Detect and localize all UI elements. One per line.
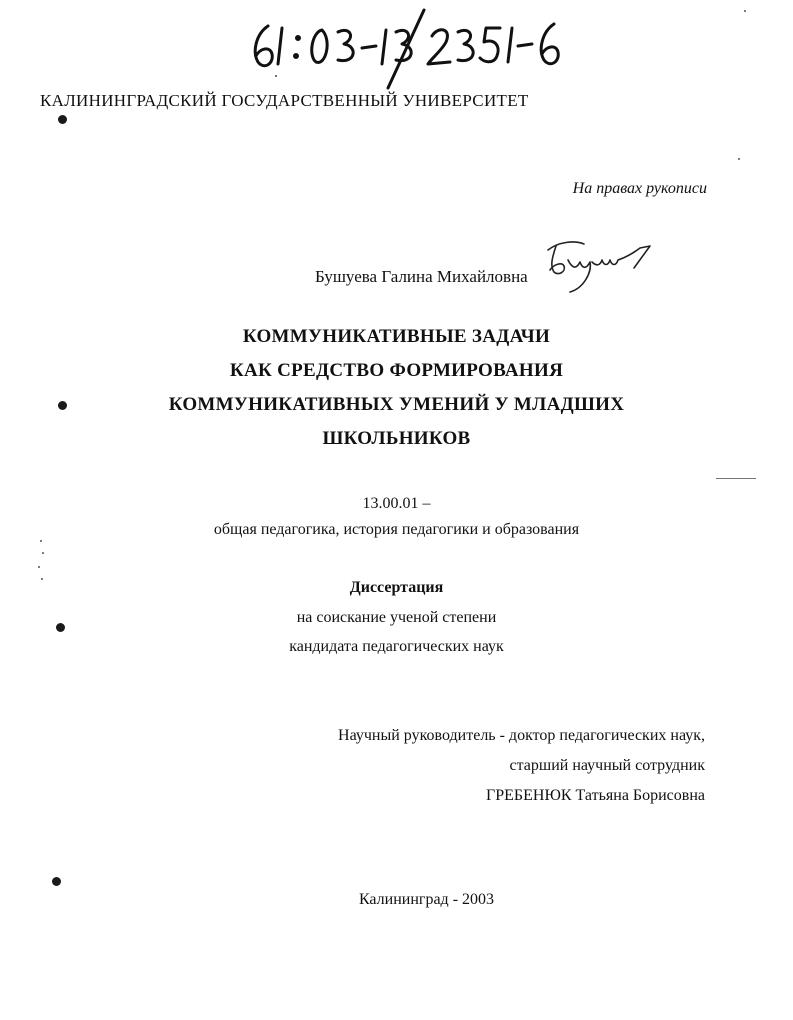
university-name: КАЛИНИНГРАДСКИЙ ГОСУДАРСТВЕННЫЙ УНИВЕРСИТЕТ: [40, 91, 529, 110]
thesis-title-line-3: КОММУНИКАТИВНЫХ УМЕНИЙ У МЛАДШИХ: [168, 394, 625, 415]
thesis-title-line-2: КАК СРЕДСТВО ФОРМИРОВАНИЯ: [229, 360, 564, 381]
thesis-title-line-1: КОММУНИКАТИВНЫЕ ЗАДАЧИ: [242, 326, 551, 347]
scan-speck: [744, 10, 746, 12]
binder-hole-mark: [58, 401, 67, 410]
scan-speck: [738, 158, 740, 160]
manuscript-note: На правах рукописи: [572, 180, 707, 197]
degree-line-1: на соискание ученой степени: [296, 609, 497, 626]
dissertation-type: Диссертация: [349, 579, 444, 596]
specialty-code: 13.00.01 –: [362, 495, 431, 512]
author-signature: [540, 236, 655, 296]
city-year: Калининград - 2003: [358, 891, 495, 908]
supervisor-line-1: Научный руководитель - доктор педагогических наук,: [338, 727, 705, 744]
degree-line-2: кандидата педагогических наук: [289, 638, 504, 655]
scan-speck: [38, 566, 40, 568]
scan-speck: [40, 540, 42, 542]
supervisor-line-2: старший научный сотрудник: [509, 757, 705, 774]
binder-hole-mark: [52, 877, 61, 886]
thesis-title-line-4: ШКОЛЬНИКОВ: [322, 428, 471, 449]
archive-code-handwriting: [238, 6, 568, 90]
binder-hole-mark: [58, 115, 67, 124]
binder-hole-mark: [56, 623, 65, 632]
scan-speck: [41, 578, 43, 580]
supervisor-name: ГРЕБЕНЮК Татьяна Борисовна: [486, 787, 705, 804]
scan-mark: [716, 478, 756, 479]
scan-speck: [42, 552, 44, 554]
specialty-name: общая педагогика, история педагогики и образования: [213, 521, 580, 538]
author-name: Бушуева Галина Михайловна: [315, 267, 528, 286]
